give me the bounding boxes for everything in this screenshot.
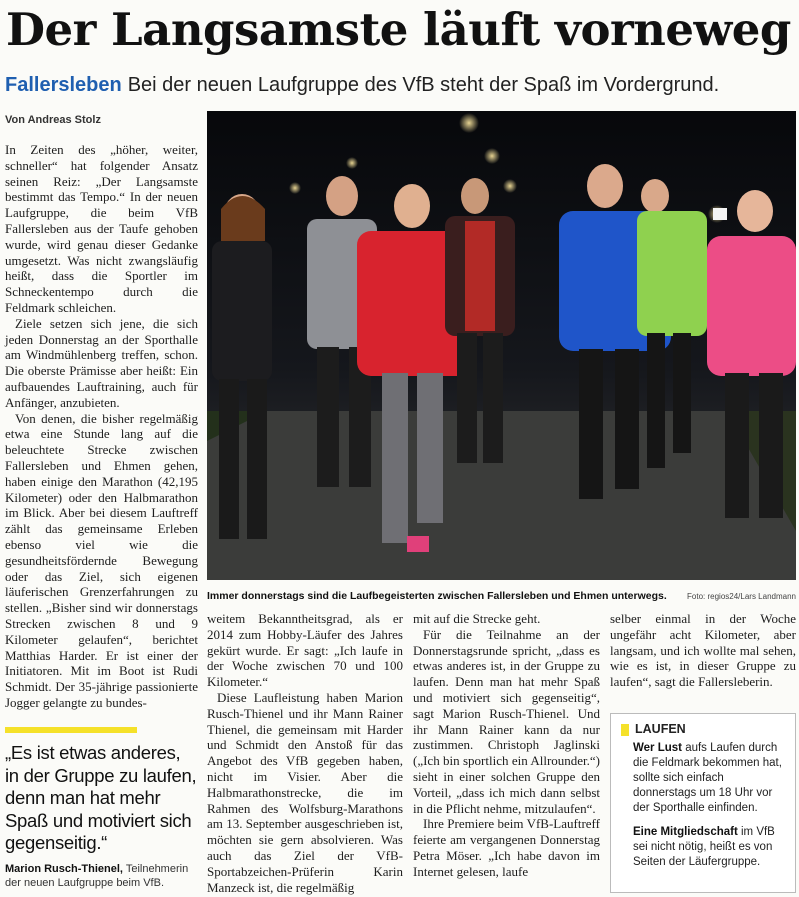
info-box bbox=[610, 713, 796, 893]
quote-source-name: Marion Rusch-Thienel, bbox=[5, 863, 123, 875]
paragraph: weitem Bekanntheitsgrad, als er 2014 zum Hobby-Läufer des Jahres gekürt wurde. Er sagt: „Ich laufe in der Woche zwischen 70 und 100 Kilometer.“ bbox=[207, 611, 403, 690]
article-photo bbox=[207, 111, 796, 580]
info-box-bold: Eine Mitgliedschaft bbox=[633, 826, 738, 838]
info-box-bold: Wer Lust bbox=[633, 742, 682, 754]
article-column-1 bbox=[5, 142, 198, 711]
paragraph: selber einmal in der Woche ungefähr acht Kilometer, aber langsam, und ich wollte mal sehen, wie es ist, in dieser Gruppe zu laufen“, sagt die Fallersleberin. bbox=[610, 611, 796, 690]
photo-credit: Foto: regios24/Lars Landmann bbox=[687, 592, 796, 601]
pull-quote: „Es ist etwas anderes, in der Gruppe zu laufen, denn man hat mehr Spaß und motiviert sich gegenseitig.“ bbox=[5, 742, 197, 853]
paragraph: Von denen, die bisher regelmäßig etwa eine Stunde lang auf die beleuchtete Strecke zwischen Fallersleben und Ehmen gehen, haben einige den Marathon (42,195 Kilometer) oder den Halbmarathon im Blick. Aber bei diesem Lauftreff zählt das gemeinsame Erleben ebenso viel wie die gesundheitsfördernde Bewegung oder das Ziel, sich eigenen läuferischen Grenzerfahrungen zu stellen. „Bisher sind wir donnerstags Strecken zwischen 8 und 9 Kilometer gelaufen“, berichtet Matthias Harder. Er ist einer der Initiatoren. Mit im Boot ist Rudi Schmidt. Der 35-jährige passionierte Jogger gelangte zu bundes- bbox=[5, 410, 198, 710]
paragraph: Diese Laufleistung haben Marion Rusch-Thienel und ihr Mann Rainer Thienel, die gemeinsam mit Harder und Schmidt den Anstoß für das Angebot des VfB gegeben haben, nicht im Visier. Aber die Halbmarathonstrecke, die im Rahmen des Wolfsburg-Marathons am 13. September ausgeschrieben ist, möchten sie gern absolvieren. Was auch das Ziel der VfB-Sportabzeichen-Prüferin Karin Manzeck ist, die regelmäßig bbox=[207, 689, 403, 895]
info-box-paragraph bbox=[633, 741, 785, 816]
subhead-location: Fallersleben bbox=[5, 74, 122, 96]
info-box-text: im VfB sei nicht nötig, heißt es von Seiten der Läufergruppe. bbox=[633, 826, 775, 868]
paragraph: mit auf die Strecke geht. bbox=[413, 611, 541, 626]
article-column-3 bbox=[413, 611, 600, 880]
photo-caption bbox=[207, 589, 796, 603]
paragraph: Für die Teilnahme an der Donnerstagsrunde spricht, „dass es etwas anderes ist, in der Gruppe zu laufen. Denn man hat mehr Spaß und motiviert sich gegenseitig“, sagt Marion Rusch-Thienel. Und ihr Mann Rainer kann da nur zustimmen. Christoph Jaglinski („Ich bin sportlich ein Allrounder.“) sieht in einer solchen Gruppe den Vorteil, „dass ich mich dann selbst in die Pflicht nehme, mitzulaufen“. bbox=[413, 626, 600, 816]
paragraph: In Zeiten des „höher, weiter, schneller“ hat folgender Ansatz seinen Reiz: „Der Langsamste bestimmt das Tempo.“ In der neuen Laufgruppe, die beim VfB Fallersleben aus der Taufe gehoben wurde, wird genau dieser Gedanke umgesetzt. Was nicht zwangsläufig heißt, dass die Sportler im Schneckentempo durch die Feldmark schleichen. bbox=[5, 142, 198, 315]
quote-accent-bar bbox=[5, 727, 137, 733]
quote-source bbox=[5, 862, 197, 890]
info-box-text: aufs Laufen durch die Feldmark bekommen hat, sollte sich einfach donnerstags um 18 Uhr vor der Sporthalle einfinden. bbox=[633, 742, 782, 814]
info-box-header bbox=[621, 722, 785, 737]
paragraph: Ziele setzen sich jene, die sich jeden Donnerstag an der Sporthalle am Windmühlenberg treffen, schon. Die oberste Prämisse aber heißt: Ein aufbauendes Lauftraining, auch für Anfänger, anzubieten. bbox=[5, 315, 198, 410]
article-column-2 bbox=[207, 611, 403, 895]
runners-photo-illustration bbox=[207, 111, 796, 580]
info-box-title: LAUFEN bbox=[635, 722, 686, 736]
subhead bbox=[5, 72, 795, 98]
byline: Von Andreas Stolz bbox=[5, 114, 101, 126]
headline: Der Langsamste läuft vorneweg bbox=[6, 3, 791, 56]
article-column-4 bbox=[610, 611, 796, 690]
yellow-square-icon bbox=[621, 724, 629, 736]
paragraph: Ihre Premiere beim VfB-Lauftreff feierte am vergangenen Donnerstag Petra Möser. „Ich habe davon im Internet gelesen, laufe bbox=[413, 816, 600, 879]
info-box-paragraph bbox=[633, 825, 785, 870]
caption-text: Immer donnerstags sind die Laufbegeisterten zwischen Fallersleben und Ehmen unterwegs. bbox=[207, 590, 667, 602]
subhead-text: Bei der neuen Laufgruppe des VfB steht der Spaß im Vordergrund. bbox=[127, 74, 720, 96]
quote-source-role: Teilnehmerin der neuen Laufgruppe beim VfB. bbox=[5, 863, 189, 889]
